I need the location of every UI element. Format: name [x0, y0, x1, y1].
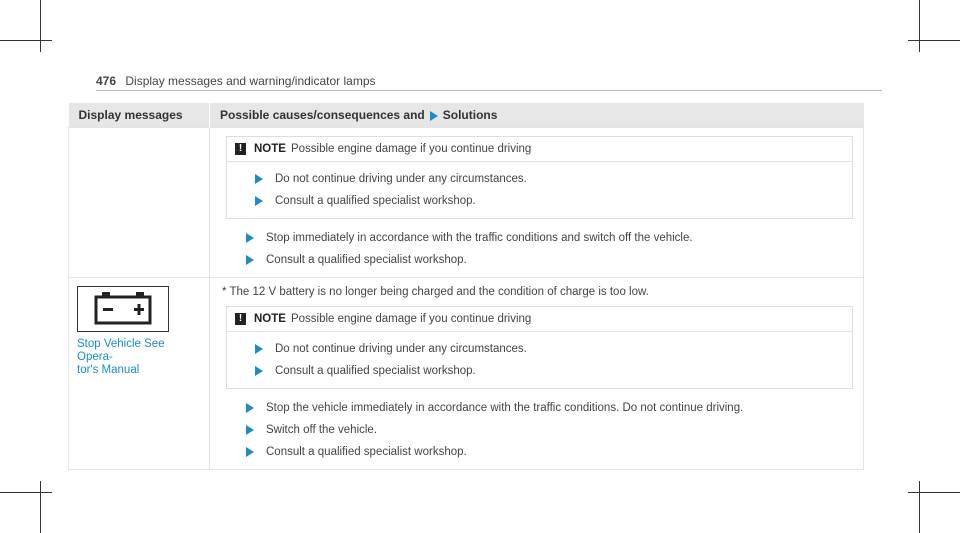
header-divider — [96, 90, 882, 91]
note-box — [226, 136, 853, 219]
arrow-icon — [246, 233, 254, 243]
page-header — [96, 74, 376, 88]
battery-icon — [77, 286, 169, 332]
crop-mark — [919, 481, 920, 533]
arrow-icon — [255, 366, 263, 376]
note-title: NOTE — [254, 313, 286, 325]
crop-mark — [908, 40, 960, 41]
solutions-cell — [210, 128, 864, 278]
note-title: NOTE — [254, 143, 286, 155]
crop-mark — [919, 0, 920, 52]
page-title: Display messages and warning/indicator lamps — [125, 74, 376, 88]
list-item: Stop the vehicle immediately in accordance with the traffic conditions. Do not continue driving. — [226, 397, 853, 419]
page-number: 476 — [96, 74, 117, 88]
solutions-cell — [210, 278, 864, 470]
list-item: Do not continue driving under any circumstances. — [235, 168, 844, 190]
list-item: Stop immediately in accordance with the traffic conditions and switch off the vehicle. — [226, 227, 853, 249]
display-message-label: Stop Vehicle See Opera- tor's Manual — [77, 338, 165, 376]
table-row — [69, 128, 864, 278]
arrow-icon — [246, 447, 254, 457]
arrow-icon — [255, 174, 263, 184]
crop-mark — [908, 492, 960, 493]
note-text: Possible engine damage if you continue driving — [290, 313, 532, 325]
exclamation-icon: ! — [235, 313, 246, 325]
arrow-icon — [246, 425, 254, 435]
list-item: Switch off the vehicle. — [226, 419, 853, 441]
arrow-icon — [255, 344, 263, 354]
column-header-causes — [210, 103, 864, 128]
note-box — [226, 306, 853, 389]
note-text: Possible engine damage if you continue driving — [290, 143, 532, 155]
table-header-row — [69, 103, 864, 128]
arrow-icon — [246, 255, 254, 265]
display-message-cell — [69, 128, 210, 278]
list-item: Consult a qualified specialist workshop. — [226, 249, 853, 271]
list-item: Do not continue driving under any circumstances. — [235, 338, 844, 360]
column-header-causes-text: Possible causes/consequences and — [220, 108, 425, 122]
crop-mark — [40, 481, 41, 533]
list-item: Consult a qualified specialist workshop. — [226, 441, 853, 463]
exclamation-icon: ! — [235, 143, 246, 155]
list-item: Consult a qualified specialist workshop. — [235, 360, 844, 382]
crop-mark — [40, 0, 41, 52]
display-message-cell — [69, 278, 210, 470]
crop-mark — [0, 492, 52, 493]
table-row — [69, 278, 864, 470]
arrow-icon — [255, 196, 263, 206]
crop-mark — [0, 40, 52, 41]
arrow-icon — [430, 111, 438, 121]
column-header-display-messages: Display messages — [69, 103, 210, 128]
cause-text: * The 12 V battery is no longer being charged and the condition of charge is too low. — [222, 286, 649, 298]
list-item: Consult a qualified specialist workshop. — [235, 190, 844, 212]
display-messages-table — [68, 103, 864, 470]
arrow-icon — [246, 403, 254, 413]
column-header-solutions-text: Solutions — [442, 108, 498, 122]
